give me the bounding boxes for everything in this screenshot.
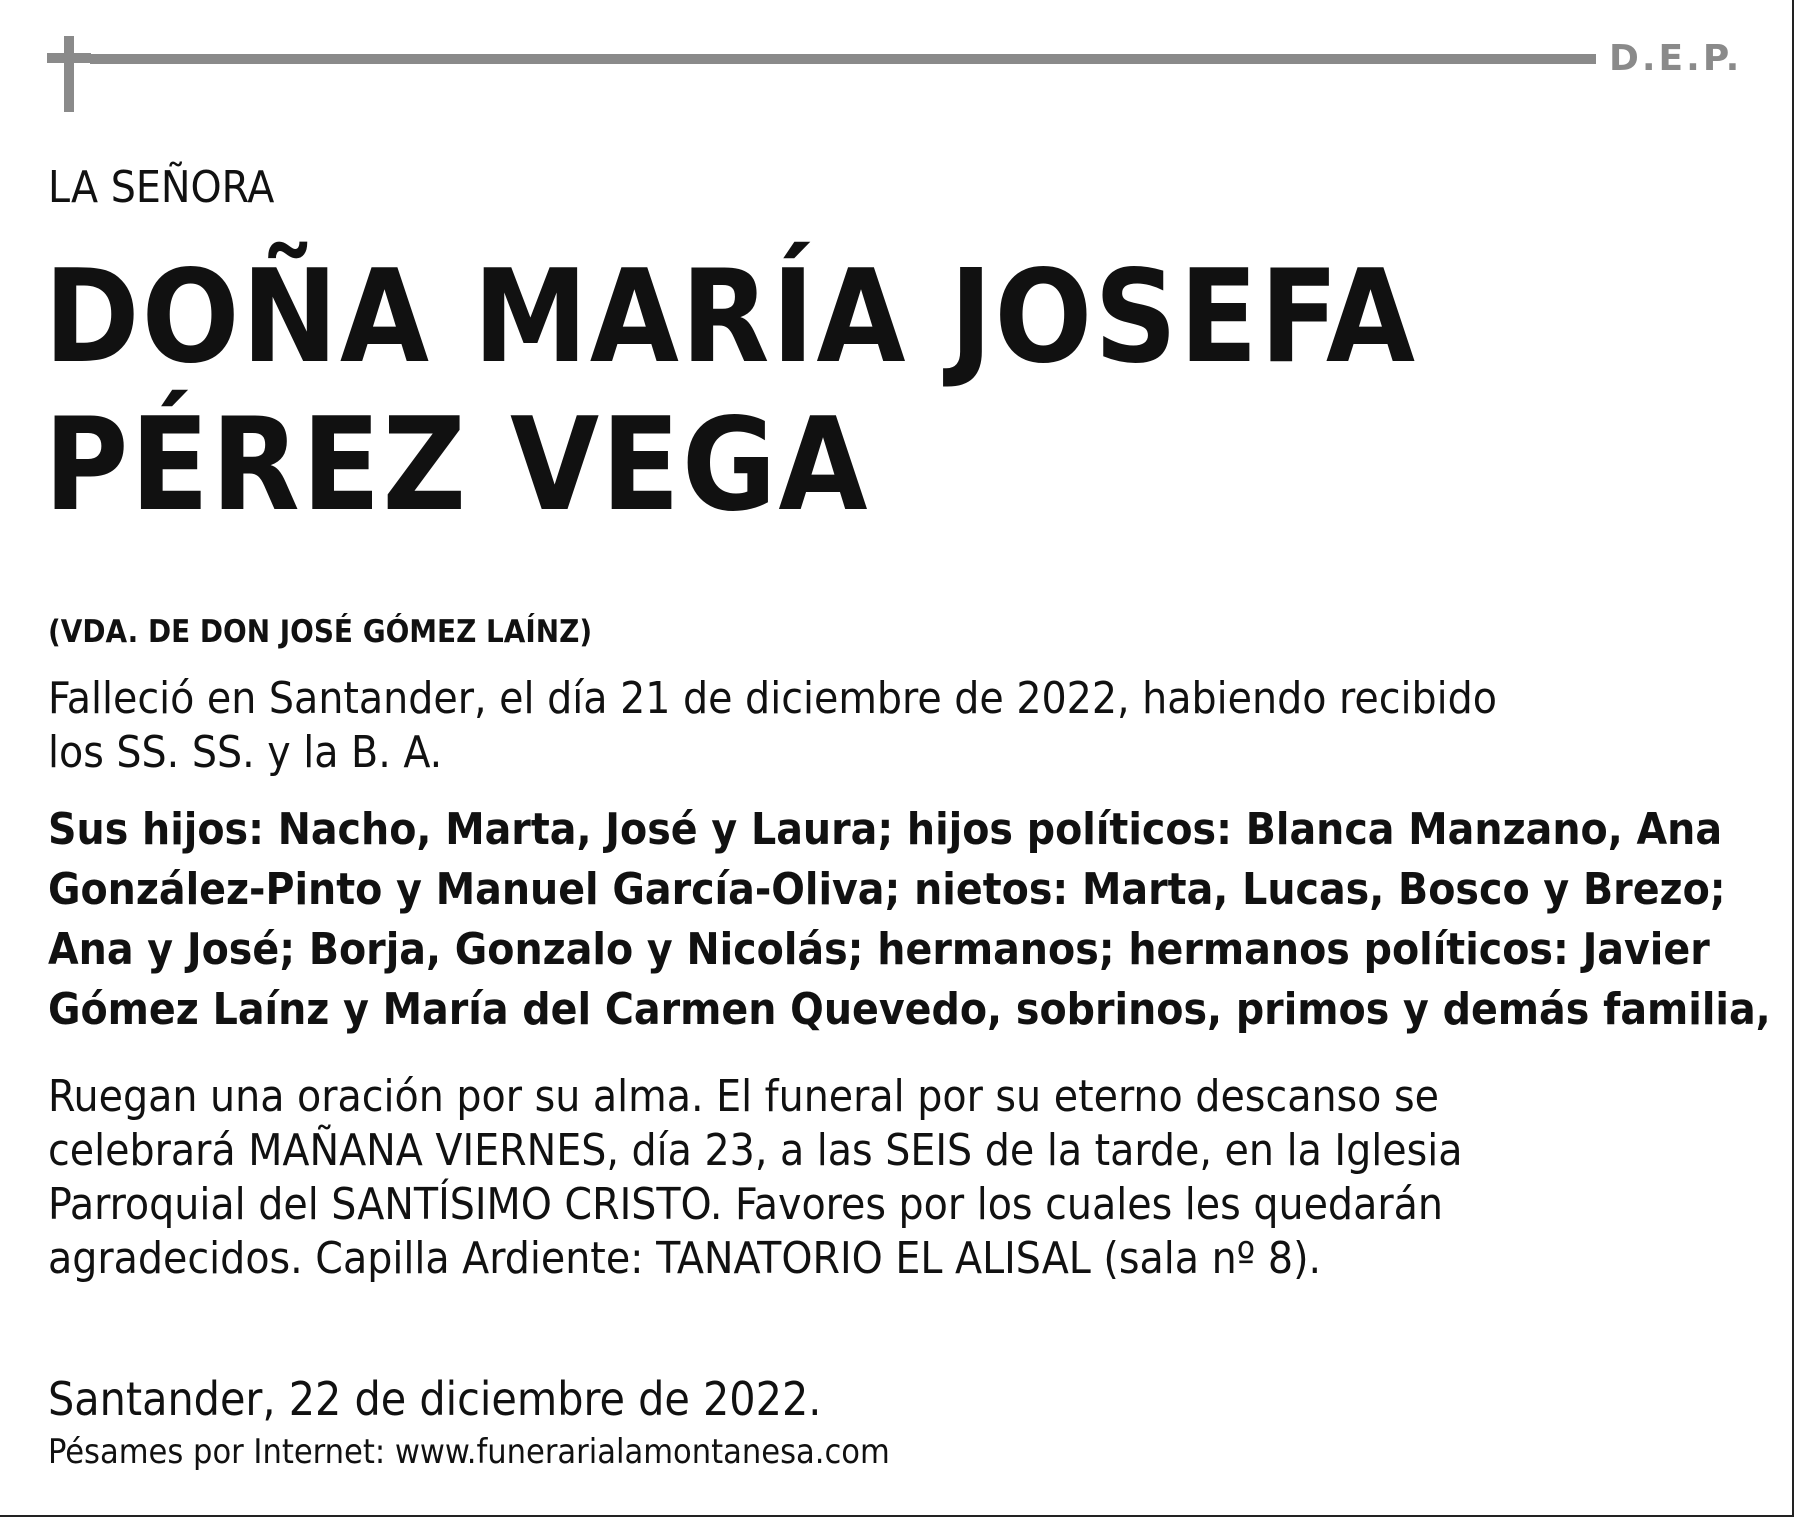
- family-line-2: González-Pinto y Manuel García-Oliva; nietos: Marta, Lucas, Bosco y Brezo;: [48, 864, 1726, 915]
- latin-cross-icon: [47, 36, 91, 112]
- deceased-name: [44, 244, 1417, 540]
- dep-label: D.E.P.: [1609, 38, 1743, 79]
- death-notice: [48, 672, 1768, 780]
- funeral-line-4: agradecidos. Capilla Ardiente: TANATORIO EL ALISAL (sala nº 8).: [48, 1233, 1322, 1284]
- funeral-line-2: celebrará MAÑANA VIERNES, día 23, a las SEIS de la tarde, en la Iglesia: [48, 1125, 1463, 1176]
- condolences-link-text: Pésames por Internet: www.funerarialamontanesa.com: [48, 1432, 890, 1472]
- death-notice-line-2: los SS. SS. y la B. A.: [48, 727, 443, 778]
- funeral-line-1: Ruegan una oración por su alma. El funeral por su eterno descanso se: [48, 1071, 1439, 1122]
- deceased-name-line-2: PÉREZ VEGA: [44, 391, 870, 540]
- dateline: [48, 1372, 1768, 1426]
- cross-horizontal-bar: [47, 53, 91, 63]
- dateline-text: Santander, 22 de diciembre de 2022.: [48, 1372, 822, 1426]
- funeral-line-3: Parroquial del SANTÍSIMO CRISTO. Favores por los cuales les quedarán: [48, 1179, 1443, 1230]
- family-list: [48, 800, 1771, 1040]
- header-rule: [90, 54, 1596, 64]
- family-line-3: Ana y José; Borja, Gonzalo y Nicolás; hermanos; hermanos políticos: Javier: [48, 924, 1710, 975]
- death-notice-line-1: Falleció en Santander, el día 21 de diciembre de 2022, habiendo recibido: [48, 673, 1497, 724]
- honorific: LA SEÑORA: [48, 162, 275, 213]
- family-line-1: Sus hijos: Nacho, Marta, José y Laura; hijos políticos: Blanca Manzano, Ana: [48, 804, 1723, 855]
- widow-note: (VDA. DE DON JOSÉ GÓMEZ LAÍNZ): [48, 614, 593, 650]
- deceased-name-line-1: DOÑA MARÍA JOSEFA: [44, 243, 1417, 392]
- funeral-details: [48, 1070, 1768, 1286]
- family-line-4: Gómez Laínz y María del Carmen Quevedo, sobrinos, primos y demás familia,: [48, 984, 1771, 1035]
- cross-vertical-bar: [64, 36, 74, 112]
